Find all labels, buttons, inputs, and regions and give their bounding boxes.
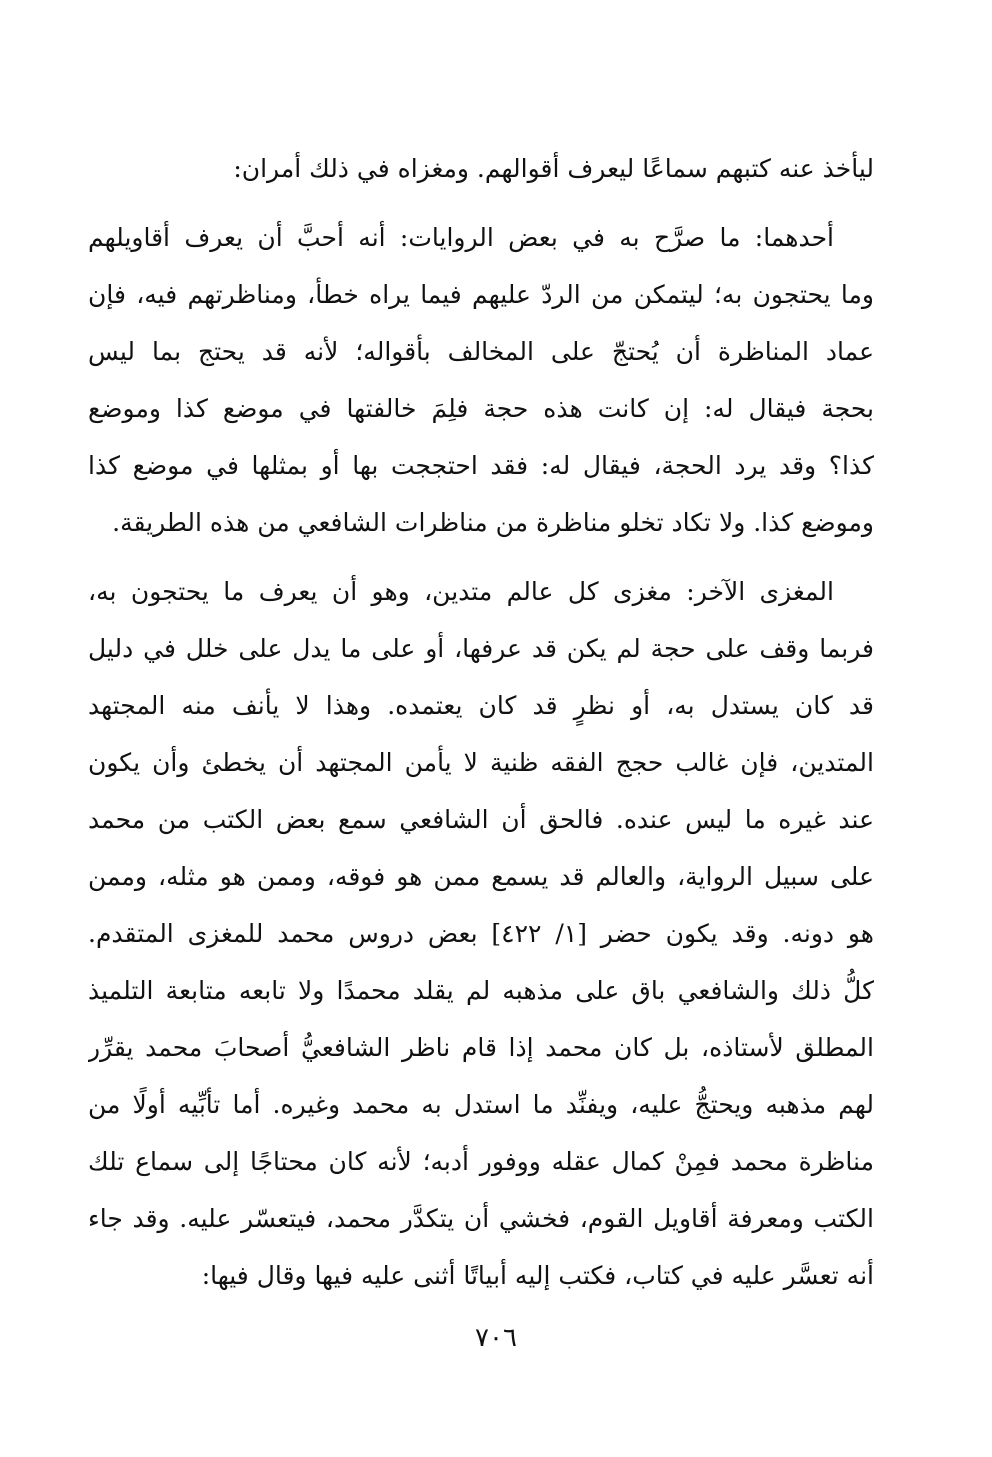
text-line: لهم مذهبه ويحتجُّ عليه، ويفنِّد ما استدل به محمد وغيره. أما تأبِّيه أولًا من (88, 1090, 874, 1119)
text-line: على سبيل الرواية، والعالم قد يسمع ممن هو فوقه، وممن هو مثله، وممن (88, 862, 874, 891)
paragraph-3 (88, 563, 874, 1304)
text-line: وموضع كذا. ولا تكاد تخلو مناظرة من مناظرات الشافعي من هذه الطريقة. (112, 508, 874, 537)
paragraph-2 (88, 209, 874, 551)
text-line: المغزى الآخر: مغزى كل عالم متدين، وهو أن يعرف ما يحتجون به، (88, 577, 834, 606)
text-line: عماد المناظرة أن يُحتجّ على المخالف بأقواله؛ لأنه قد يحتج بما ليس (88, 337, 874, 366)
text-line: أحدهما: ما صرَّح به في بعض الروايات: أنه أحبَّ أن يعرف أقاويلهم (88, 223, 834, 252)
text-line: المطلق لأستاذه، بل كان محمد إذا قام ناظر الشافعيُّ أصحابَ محمد يقرِّر (88, 1033, 874, 1062)
text-line: وما يحتجون به؛ ليتمكن من الردّ عليهم فيما يراه خطأ، ومناظرتهم فيه، فإن (88, 280, 874, 309)
text-line: ليأخذ عنه كتبهم سماعًا ليعرف أقوالهم. ومغزاه في ذلك أمران: (233, 154, 874, 183)
text-line: كذا؟ وقد يرد الحجة، فيقال له: فقد احتججت بها أو بمثلها في موضع كذا (88, 451, 874, 480)
text-line: الكتب ومعرفة أقاويل القوم، فخشي أن يتكدَّر محمد، فيتعسّر عليه. وقد جاء (88, 1204, 874, 1233)
text-line: فربما وقف على حجة لم يكن قد عرفها، أو على ما يدل على خلل في دليل (88, 634, 874, 663)
text-line: أنه تعسَّر عليه في كتاب، فكتب إليه أبياتًا أثنى عليه فيها وقال فيها: (201, 1261, 874, 1290)
text-line: عند غيره ما ليس عنده. فالحق أن الشافعي سمع بعض الكتب من محمد (88, 805, 874, 834)
body-text (88, 140, 874, 1316)
text-line: المتدين، فإن غالب حجج الفقه ظنية لا يأمن المجتهد أن يخطئ وأن يكون (88, 748, 874, 777)
text-line: كلُّ ذلك والشافعي باق على مذهبه لم يقلد محمدًا ولا تابعه متابعة التلميذ (88, 976, 874, 1005)
text-line: هو دونه. وقد يكون حضر [١/ ٤٢٢] بعض دروس محمد للمغزى المتقدم. (88, 919, 874, 948)
text-line: بحجة فيقال له: إن كانت هذه حجة فلِمَ خالفتها في موضع كذا وموضع (88, 394, 874, 423)
text-line: قد كان يستدل به، أو نظرٍ قد كان يعتمده. وهذا لا يأنف منه المجتهد (88, 691, 874, 720)
page-number: ٧٠٦ (475, 1323, 517, 1353)
text-line: مناظرة محمد فمِنْ كمال عقله ووفور أدبه؛ لأنه كان محتاجًا إلى سماع تلك (88, 1147, 874, 1176)
paragraph-1 (88, 140, 874, 197)
